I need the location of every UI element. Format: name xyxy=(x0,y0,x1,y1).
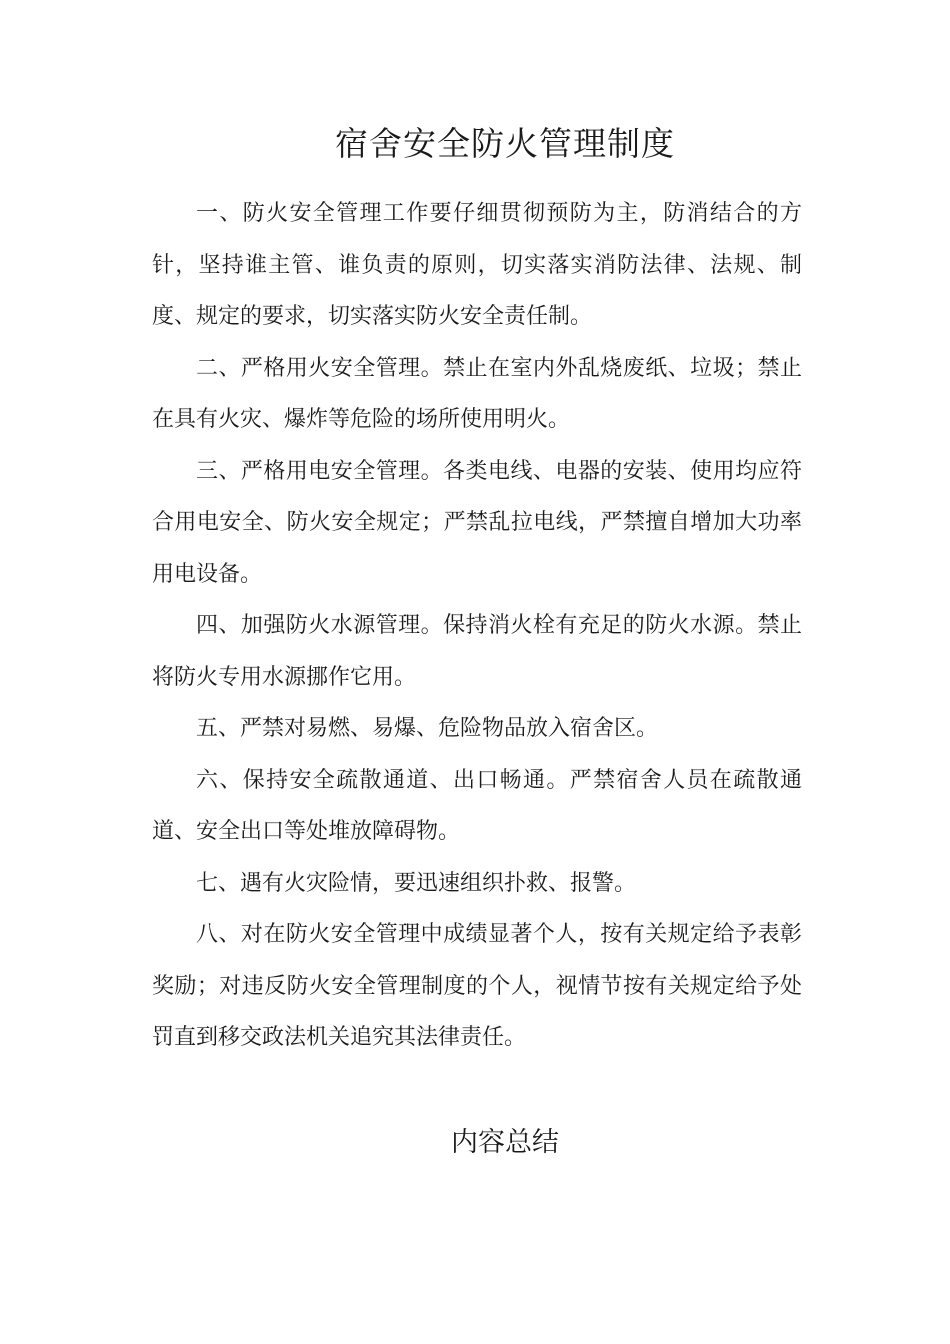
paragraph-2: 二、严格用火安全管理。禁止在室内外乱烧废纸、垃圾；禁止在具有火灾、爆炸等危险的场所使用明火。 xyxy=(152,355,802,432)
paragraph-8: 八、对在防火安全管理中成绩显著个人，按有关规定给予表彰奖励；对违反防火安全管理制度的个人，视情节按有关规定给予处罚直到移交政法机关追究其法律责任。 xyxy=(152,922,802,1050)
paragraph-1: 一、防火安全管理工作要仔细贯彻预防为主，防消结合的方针，坚持谁主管、谁负责的原则，切实落实消防法律、法规、制度、规定的要求，切实落实防火安全责任制。 xyxy=(152,201,802,329)
document-title: 宿舍安全防火管理制度 xyxy=(335,124,675,163)
paragraph-7: 七、遇有火灾险情，要迅速组织扑救、报警。 xyxy=(196,870,637,896)
document-body xyxy=(152,188,802,1064)
paragraph-4: 四、加强防火水源管理。保持消火栓有充足的防火水源。禁止将防火专用水源挪作它用。 xyxy=(152,613,802,690)
paragraph-6: 六、保持安全疏散通道、出口畅通。严禁宿舍人员在疏散通道、安全出口等处堆放障碍物。 xyxy=(152,767,802,844)
paragraph-5: 五、严禁对易燃、易爆、危险物品放入宿舍区。 xyxy=(196,716,659,741)
paragraph-3: 三、严格用电安全管理。各类电线、电器的安装、使用均应符合用电安全、防火安全规定；严禁乱拉电线，严禁擅自增加大功率用电设备。 xyxy=(152,458,802,587)
summary-heading: 内容总结 xyxy=(451,1127,559,1158)
